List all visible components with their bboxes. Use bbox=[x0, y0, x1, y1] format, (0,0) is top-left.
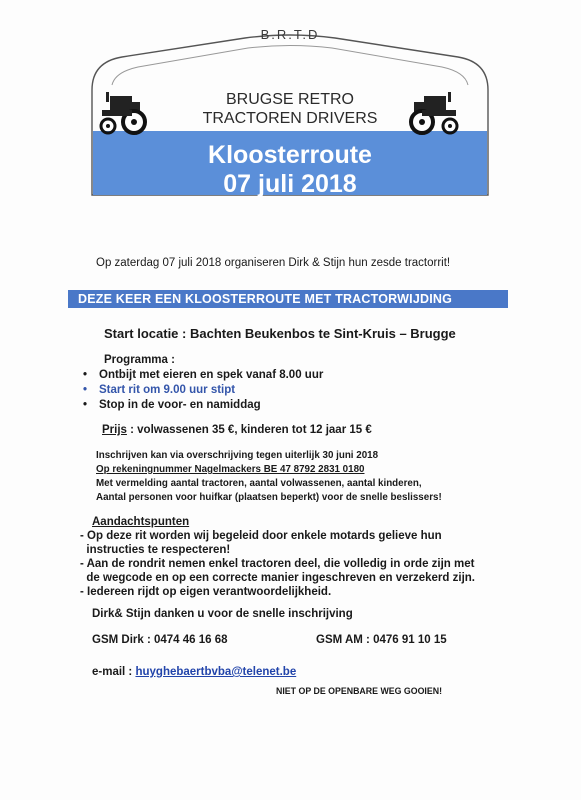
attention-line: - Iedereen rijdt op eigen verantwoordelijkheid. bbox=[80, 586, 332, 598]
plate-inner-arc bbox=[112, 46, 468, 86]
price-label: Prijs bbox=[102, 424, 127, 436]
list-item: • Ontbijt met eieren en spek vanaf 8.00 uur bbox=[83, 369, 324, 381]
event-date: 07 juli 2018 bbox=[223, 170, 357, 198]
registration-line: Inschrijven kan via overschrijving tegen uiterlijk 30 juni 2018 bbox=[96, 450, 379, 461]
attention-line: - Aan de rondrit nemen enkel tractoren deel, die volledig in orde zijn met bbox=[80, 558, 475, 570]
event-title bbox=[95, 141, 485, 199]
price-text: : volwassenen 35 €, kinderen tot 12 jaar 15 € bbox=[126, 424, 372, 436]
attention-line: instructies te respecteren! bbox=[80, 544, 231, 556]
program-heading: Programma : bbox=[104, 354, 175, 366]
email-row bbox=[92, 666, 296, 678]
list-item: • Start rit om 9.00 uur stipt bbox=[83, 384, 236, 396]
attention-line: de wegcode en op een correcte manier ingeschreven en verzekerd zijn. bbox=[80, 572, 475, 584]
registration-line: Aantal personen voor huifkar (plaatsen beperkt) voor de snelle beslissers! bbox=[96, 492, 442, 503]
phone-am: GSM AM : 0476 91 10 15 bbox=[316, 634, 447, 646]
price-info bbox=[102, 424, 372, 436]
intro-text: Op zaterdag 07 juli 2018 organiseren Dirk & Stijn hun zesde tractorrit! bbox=[96, 257, 451, 269]
footer-note: NIET OP DE OPENBARE WEG GOOIEN! bbox=[276, 686, 443, 696]
bullet-icon: • bbox=[83, 399, 88, 411]
phone-dirk: GSM Dirk : 0474 46 16 68 bbox=[92, 634, 228, 646]
email-label: e-mail : bbox=[92, 666, 136, 678]
event-title-line1: Kloosterroute bbox=[208, 141, 372, 169]
start-location: Start locatie : Bachten Beukenbos te Sint-Kruis – Brugge bbox=[104, 326, 456, 341]
club-name-line1: BRUGSE RETRO bbox=[225, 91, 354, 108]
route-banner: DEZE KEER EEN KLOOSTERROUTE MET TRACTORWIJDING bbox=[68, 290, 508, 308]
email-link[interactable]: huyghebaertbvba@telenet.be bbox=[135, 666, 297, 678]
bullet-icon: • bbox=[83, 369, 88, 381]
attention-heading: Aandachtspunten bbox=[92, 516, 190, 528]
attention-line: - Op deze rit worden wij begeleid door enkele motards gelieve hun bbox=[80, 530, 442, 542]
club-name-line2: TRACTOREN DRIVERS bbox=[202, 110, 378, 127]
bank-account: Op rekeningnummer Nagelmackers BE 47 8792 2831 0180 bbox=[96, 464, 365, 475]
registration-line: Met vermelding aantal tractoren, aantal volwassenen, aantal kinderen, bbox=[96, 478, 422, 489]
thanks-text: Dirk& Stijn danken u voor de snelle inschrijving bbox=[92, 608, 353, 620]
bullet-icon: • bbox=[83, 384, 88, 396]
club-acronym: B.R.T.D bbox=[260, 27, 320, 42]
tractor-icon-left bbox=[101, 92, 145, 133]
club-name bbox=[150, 90, 430, 128]
list-item: • Stop in de voor- en namiddag bbox=[83, 399, 261, 411]
